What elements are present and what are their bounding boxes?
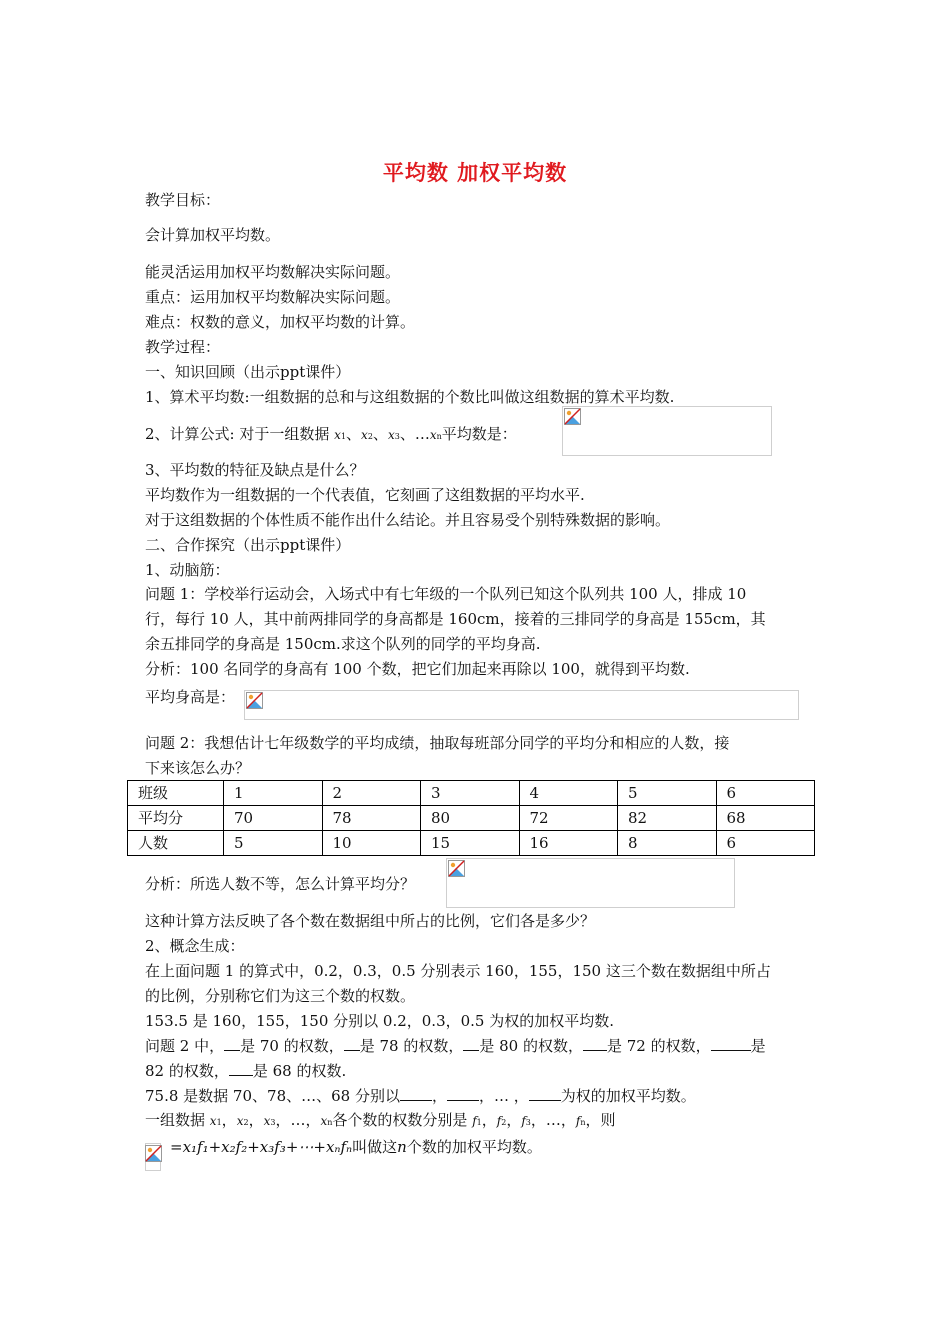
table-cell: 1	[224, 781, 323, 806]
line-fill-weights-a: 问题 2 中， 是 70 的权数， 是 78 的权数， 是 80 的权数， 是 72 的权数， 是	[145, 1037, 766, 1055]
line-goal-1: 会计算加权平均数。	[145, 226, 281, 244]
line-teaching-goals: 教学目标：	[145, 191, 221, 209]
formula-intro-tail: 平均数是：	[441, 425, 517, 443]
line-concept-3: 153.5 是 160，155，150 分别以 0.2，0.3，0.5 为权的加权平均数.	[145, 1012, 615, 1030]
table-row	[128, 806, 815, 831]
line-features-1: 平均数作为一组数据的一个代表值，它刻画了这组数据的平均水平.	[145, 486, 585, 504]
table-cell: 10	[322, 831, 421, 856]
blank-weight-70[interactable]	[224, 1036, 240, 1051]
table-cell: 2	[322, 781, 421, 806]
line-key-point: 重点：运用加权平均数解决实际问题。	[145, 288, 401, 306]
table-cell: 8	[618, 831, 717, 856]
table-cell: 70	[224, 806, 323, 831]
analysis-image-frame	[446, 858, 735, 908]
line-concept-1: 在上面问题 1 的算式中，0.2，0.3，0.5 分别表示 160，155，150 这三个数在数据组中所占	[145, 962, 771, 980]
weighted-formula: =x₁f₁+x₂f₂+x₃f₃+⋯+xₙfₙ	[170, 1138, 353, 1156]
table-cell: 5	[224, 831, 323, 856]
line-analysis-1: 分析：100 名同学的身高有 100 个数，把它们加起来再除以 100，就得到平均数.	[145, 660, 690, 678]
broken-image-icon	[448, 860, 465, 877]
table-row	[128, 781, 815, 806]
table-cell: 78	[322, 806, 421, 831]
line-section-review: 一、知识回顾（出示ppt课件）	[145, 363, 351, 381]
line-arithmetic-mean: 1、算术平均数:一组数据的总和与这组数据的个数比叫做这组数据的算术平均数.	[145, 388, 675, 406]
table-cell: 平均分	[128, 806, 224, 831]
blank-weight-80[interactable]	[463, 1036, 479, 1051]
table-cell: 3	[421, 781, 520, 806]
blank-weight-first[interactable]	[400, 1086, 432, 1101]
blank-weight-last[interactable]	[529, 1086, 561, 1101]
table-cell: 15	[421, 831, 520, 856]
line-section-explore: 二、合作探究（出示ppt课件）	[145, 536, 351, 554]
broken-image-icon	[246, 692, 263, 709]
line-definition: 一组数据 x1，x2，x3，…，xn各个数的权数分别是 f1，f2，f3，…，fn，则	[145, 1111, 616, 1129]
line-concept: 2、概念生成：	[145, 937, 245, 955]
score-table	[127, 780, 815, 856]
line-difficulty: 难点：权数的意义，加权平均数的计算。	[145, 313, 416, 331]
height-image-frame	[244, 690, 799, 720]
line-features-question: 3、平均数的特征及缺点是什么？	[145, 461, 365, 479]
table-cell: 人数	[128, 831, 224, 856]
table-cell: 班级	[128, 781, 224, 806]
table-cell: 5	[618, 781, 717, 806]
line-analysis-2: 分析：所选人数不等，怎么计算平均分？	[145, 875, 416, 893]
line-ratio-question: 这种计算方法反映了各个数在数据组中所占的比例，它们各是多少？	[145, 912, 596, 930]
line-concept-2: 的比例，分别称它们为这三个数的权数。	[145, 987, 416, 1005]
line-weighted-formula: =x₁f₁+x₂f₂+x₃f₃+⋯+xₙfₙ叫做这n个数的加权平均数。	[170, 1138, 542, 1156]
table-cell: 6	[716, 831, 815, 856]
formula-intro-text: 2、计算公式: 对于一组数据	[145, 425, 330, 443]
blank-weight-78[interactable]	[344, 1036, 360, 1051]
document-title: 平均数 加权平均数	[382, 161, 568, 185]
line-fill-weights-b: 82 的权数， 是 68 的权数.	[145, 1062, 347, 1080]
line-problem2-b: 下来该怎么办？	[145, 759, 251, 777]
blank-weight-82[interactable]	[711, 1036, 751, 1051]
table-cell: 4	[519, 781, 618, 806]
line-goal-2: 能灵活运用加权平均数解决实际问题。	[145, 263, 401, 281]
broken-image-icon	[145, 1145, 162, 1162]
table-cell: 80	[421, 806, 520, 831]
line-features-2: 对于这组数据的个体性质不能作出什么结论。并且容易受个别特殊数据的影响。	[145, 511, 671, 529]
line-brainstorm: 1、动脑筋：	[145, 561, 230, 579]
table-cell: 6	[716, 781, 815, 806]
line-problem2-a: 问题 2：我想估计七年级数学的平均成绩，抽取每班部分同学的平均分和相应的人数，接	[145, 734, 730, 752]
line-fill-weights-c: 75.8 是数据 70、78、…、68 分别以 ， ，… ， 为权的加权平均数。	[145, 1087, 696, 1105]
table-cell: 82	[618, 806, 717, 831]
table-cell: 68	[716, 806, 815, 831]
line-average-height: 平均身高是：	[145, 688, 236, 706]
line-problem1-c: 余五排同学的身高是 150cm.求这个队列的同学的平均身高.	[145, 635, 541, 653]
line-problem1-b: 行，每行 10 人，其中前两排同学的身高都是 160cm，接着的三排同学的身高是 155cm，其	[145, 610, 766, 628]
blank-weight-second[interactable]	[447, 1086, 479, 1101]
line-problem1-a: 问题 1：学校举行运动会，入场式中有七年级的一个队列已知这个队列共 100 人，排成 10	[145, 585, 747, 603]
table-cell: 16	[519, 831, 618, 856]
line-process: 教学过程：	[145, 338, 221, 356]
blank-weight-72[interactable]	[583, 1036, 607, 1051]
table-row	[128, 831, 815, 856]
formula-image-frame	[562, 406, 772, 456]
table-cell: 72	[519, 806, 618, 831]
blank-weight-68[interactable]	[229, 1061, 253, 1076]
broken-image-icon	[564, 408, 581, 425]
line-formula-intro: 2、计算公式: 对于一组数据 x1、x2、x3、…xn平均数是：	[145, 425, 517, 443]
